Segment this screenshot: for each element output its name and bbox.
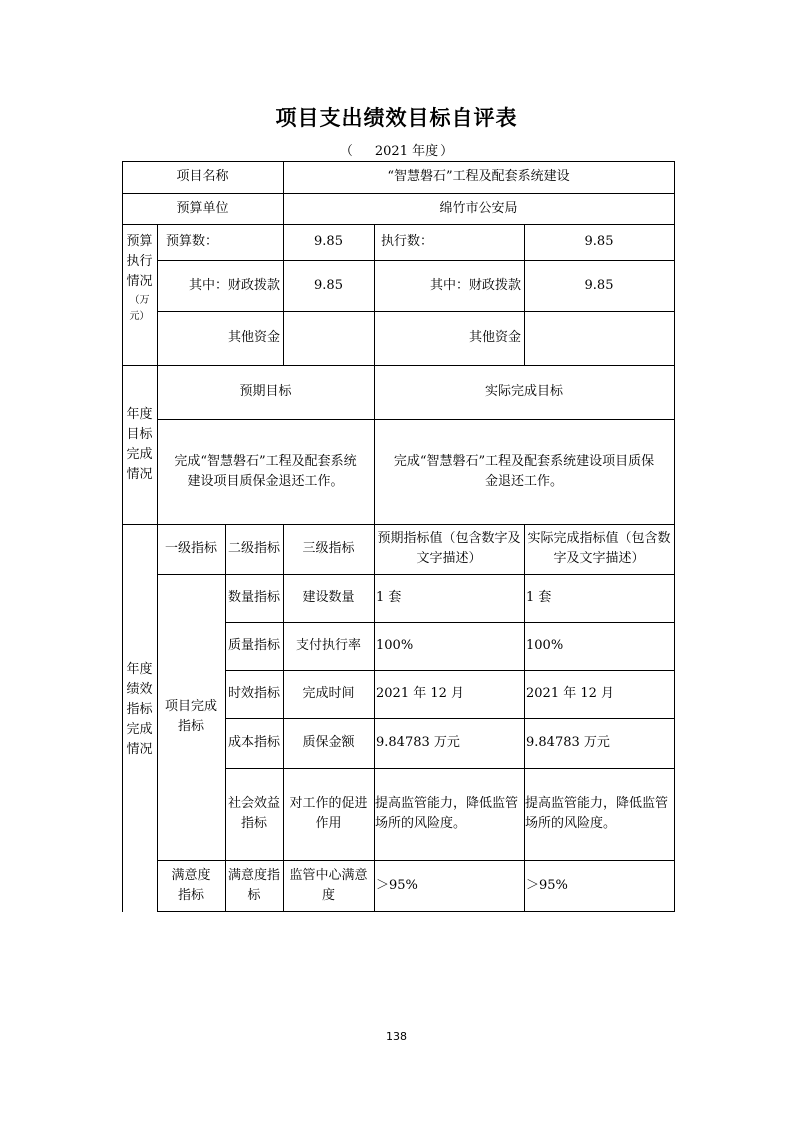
budget-section-line: 情况 [126, 274, 153, 289]
other-funds-value-budget [283, 311, 374, 365]
performance-section-line: 年度 [126, 662, 153, 677]
table-row-expected: 1 套 [376, 590, 402, 605]
year-close-paren: ） [440, 144, 454, 159]
fiscal-label-budget: 其中：财政拨款 [188, 277, 280, 293]
header-actual-line: 实际完成指标值（包含数 [527, 531, 671, 546]
budget-section-line: 执行 [126, 254, 153, 269]
table-row-actual: 1 套 [526, 590, 552, 605]
satisfaction-l3-line: 监管中心满意 [289, 867, 368, 883]
header-expected-line: 文字描述） [416, 551, 482, 566]
social-actual-line: 场所的风险度。 [525, 816, 617, 831]
social-l3-line: 对工作的促进 [289, 796, 368, 811]
table-row-expected: 9.84783 万元 [376, 735, 460, 750]
social-l2 [225, 768, 283, 860]
budget-amount-value: 9.85 [314, 234, 343, 249]
social-l3-line: 作用 [315, 816, 342, 831]
actual-goal-line: 完成“智慧磐石”工程及配套系统建设项目质保 [393, 453, 655, 469]
satisfaction-l2-line: 标 [247, 887, 261, 903]
social-actual-line: 提高监管能力，降低监管 [525, 796, 669, 811]
budget-unit-value: 绵竹市公安局 [439, 200, 518, 216]
header-level1: 一级指标 [164, 541, 217, 556]
performance-section-line: 绩效 [126, 682, 153, 697]
annual-goal-section-line: 情况 [126, 466, 153, 482]
satisfaction-l3 [283, 860, 374, 911]
project-name-value: “智慧磐石”工程及配套系统建设 [387, 169, 570, 184]
budget-amount-label: 预算数： [166, 234, 219, 249]
project-completion-line: 指标 [177, 719, 204, 734]
social-expected-line: 场所的风险度。 [375, 816, 467, 831]
annual-goal-section-line: 完成 [126, 446, 153, 462]
budget-unit-label: 预算单位 [176, 200, 229, 216]
performance-section-line: 指标 [126, 702, 153, 717]
rule [674, 161, 675, 912]
satisfaction-l3-line: 度 [321, 887, 335, 903]
social-l2-line: 指标 [240, 816, 267, 831]
satisfaction-l1-line: 满意度 [171, 867, 211, 883]
annual-goal-section-label [122, 365, 157, 524]
year-open-paren: （ [339, 144, 353, 159]
table-row-actual: 2021 年 12 月 [526, 686, 615, 701]
other-funds-value-exec [524, 311, 674, 365]
performance-section-line: 完成 [126, 722, 153, 737]
expected-goal-header: 预期目标 [239, 384, 292, 399]
project-completion-indicator [157, 574, 225, 860]
social-expected [374, 768, 524, 860]
satisfaction-l2-line: 满意度指 [227, 867, 280, 883]
header-level3: 三级指标 [302, 541, 355, 556]
table-row-l3: 支付执行率 [295, 638, 361, 653]
performance-section-line: 情况 [126, 742, 153, 757]
social-l3 [283, 768, 374, 860]
table-row-actual: 9.84783 万元 [526, 735, 610, 750]
budget-section-label [122, 232, 157, 362]
project-completion-line: 项目完成 [164, 699, 217, 714]
header-actual-line: 字及文字描述） [553, 551, 645, 566]
social-actual [524, 768, 674, 860]
social-expected-line: 提高监管能力，降低监管 [375, 796, 519, 811]
table-row-l3: 建设数量 [302, 590, 355, 605]
expected-goal-line: 建设项目质保金退还工作。 [187, 473, 344, 489]
actual-goal-line: 金退还工作。 [484, 473, 563, 489]
budget-unit-note: 元） [129, 311, 150, 322]
rule [157, 911, 674, 912]
annual-goal-section-line: 年度 [126, 406, 153, 422]
header-expected-value [374, 524, 524, 574]
project-name-label: 项目名称 [176, 169, 229, 184]
satisfaction-actual: ＞95% [526, 877, 568, 893]
satisfaction-expected: ＞95% [376, 877, 418, 893]
table-row-l2: 时效指标 [227, 686, 280, 701]
actual-goal-text [374, 419, 674, 524]
header-actual-value [524, 524, 674, 574]
expected-goal-line: 完成“智慧磐石”工程及配套系统 [174, 453, 357, 469]
budget-unit-note: （万 [129, 295, 150, 306]
actual-goal-header: 实际完成目标 [484, 384, 563, 399]
table-row-l3: 质保金额 [302, 735, 355, 750]
year-value: 2021 年度 [374, 144, 439, 159]
fiscal-label-exec: 其中：财政拨款 [429, 277, 521, 293]
table-row-l2: 成本指标 [227, 735, 280, 750]
table-row-expected: 100% [376, 638, 414, 653]
header-level2: 二级指标 [227, 541, 280, 556]
exec-amount-label: 执行数： [381, 234, 434, 249]
budget-section-line: 预算 [126, 234, 153, 249]
other-funds-label-exec: 其他资金 [468, 330, 521, 345]
page-title: 项目支出绩效目标自评表 [275, 106, 518, 130]
exec-amount-value: 9.85 [584, 234, 614, 249]
performance-section-label [122, 620, 157, 800]
satisfaction-l1-line: 指标 [177, 887, 204, 903]
social-l2-line: 社会效益 [227, 796, 280, 811]
fiscal-value-exec: 9.85 [584, 277, 614, 293]
annual-goal-section-line: 目标 [126, 426, 153, 442]
fiscal-value-budget: 9.85 [314, 277, 343, 293]
table-row-expected: 2021 年 12 月 [376, 686, 465, 701]
satisfaction-l1 [157, 860, 225, 911]
expected-goal-text [157, 419, 374, 524]
table-row-actual: 100% [526, 638, 564, 653]
header-expected-line: 预期指标值（包含数字及 [377, 531, 521, 546]
table-row-l2: 数量指标 [227, 590, 280, 605]
table-row-l3: 完成时间 [302, 686, 355, 701]
table-row-l2: 质量指标 [227, 638, 280, 653]
page-number: 138 [386, 1030, 407, 1043]
other-funds-label-budget: 其他资金 [227, 330, 280, 345]
satisfaction-l2 [225, 860, 283, 911]
